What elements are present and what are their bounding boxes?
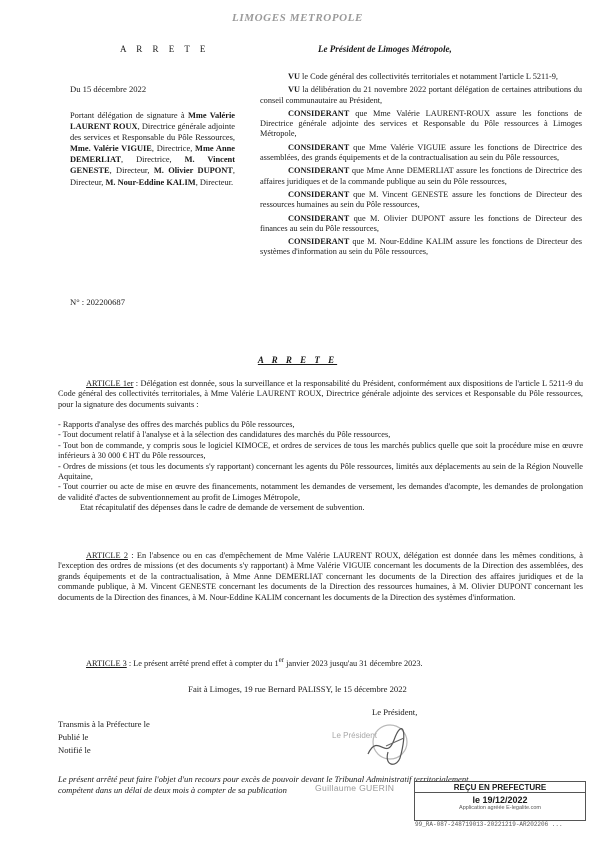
document-header-title: LIMOGES METROPOLE <box>232 12 363 24</box>
stamp-footer: Application agréée E-legalite.com <box>459 805 541 811</box>
transmission-identifier: 99_RA-087-248719013-20221219-AR202206 ... <box>415 821 563 828</box>
decree-subject: Portant délégation de signature à Mme Valérie LAURENT ROUX, Directrice générale adjointe des services et Responsable du Pôle Ressources, Mme. Valérie VIGUIE, Directrice, Mme Anne DEMERLIAT, Directrice, M. Vincent GENESTE, Directeur, M. Olivier DUPONT, Directeur, M. Nour-Eddine KALIM, Directeur. <box>70 111 236 187</box>
decree-date: Du 15 décembre 2022 <box>70 84 147 94</box>
seal-text: Le Président <box>332 731 377 740</box>
list-item: - Ordres de missions (et tous les documents s'y rapportant) concernant les agents du Pôle ressources, limités aux déplacements au sein de la Région Nouvelle Aquitaine, <box>58 461 583 482</box>
preamble <box>260 72 582 261</box>
article-2: ARTICLE 2 : En l'absence ou en cas d'empêchement de Mme Valérie LAURENT ROUX, délégation est donnée dans les mêmes conditions, à l'exception des ordres de missions (et des documents s'y rapportant) à Mme Valérie VIGUIE concernant les documents de la Direction des assemblées, des grands équipements et de la contractualisation, à Mme Anne DEMERLIAT concernant les documents de la Direction des affaires juridiques et de la commande publique, à M. Vincent GENESTE concernant les documents de la Direction des ressources humaines, à M. Olivier DUPONT concernant les documents de la Direction des finances, à M. Nour-Eddine KALIM concernant les documents de la Direction des systèmes d'information. <box>58 551 583 602</box>
stamp-date: le 19/12/2022 <box>472 795 528 805</box>
list-item: - Tout document relatif à l'analyse et à la sélection des candidatures des marchés du Pôle ressources, <box>58 430 391 440</box>
considerant-paragraph: CONSIDERANT que Mme Valérie VIGUIE assure les fonctions de Directrice des assemblées, des grands équipements et de la contractualisation au sein du Pôle ressources, <box>260 142 582 163</box>
list-item: Etat récapitulatif des dépenses dans le cadre de demande de versement de subvention. <box>80 503 365 513</box>
vu-paragraph: VU le Code général des collectivités territoriales et notamment l'article L 5211-9, <box>288 72 558 81</box>
signatory-name: Guillaume GUERIN <box>315 783 395 793</box>
place-and-date: Fait à Limoges, 19 rue Bernard PALISSY, le 15 décembre 2022 <box>188 684 407 694</box>
article-1: ARTICLE 1er : Délégation est donnée, sous la surveillance et la responsabilité du Président, conformément aux dispositions de l'article L 5211-9 du Code général des collectivités territoriales, à Mme Valérie LAURENT ROUX, Directrice générale adjointe des services et Responsable du Pôle ressources, pour la signature des documents suivants : <box>58 379 583 409</box>
appeal-notice: Le présent arrêté peut faire l'objet d'un recours pour excès de pouvoir devant le Tribunal Administratif territorialement compétent dans un délai de deux mois à compter de sa publication <box>58 774 469 795</box>
list-item: - Rapports d'analyse des offres des marchés publics du Pôle ressources, <box>58 420 295 429</box>
stamp-title: REÇU EN PREFECTURE <box>415 782 585 793</box>
list-item: - Tout bon de commande, y compris sous le logiciel KIMOCE, et ordres de services de tous les marchés publics quelle que soit la procédure mise en œuvre inférieurs à 30 000 € HT du Pôle ressources, <box>58 440 583 461</box>
vu-paragraph: VU la délibération du 21 novembre 2022 portant délégation de certaines attributions du conseil communautaire au Président, <box>260 85 582 105</box>
arrete-heading-top: A R R E T E <box>120 44 210 54</box>
arrete-heading-main: A R R E T E <box>257 355 338 365</box>
signatory-title: Le Président, <box>372 707 418 717</box>
considerant-paragraph: CONSIDERANT que Mme Valérie LAURENT-ROUX assure les fonctions de Directrice générale adjointe des services et Responsable du Pôle ressources à Limoges Métropole, <box>260 108 582 139</box>
notifie-label: Notifié le <box>58 745 91 755</box>
decree-reference-number: N° : 202200687 <box>70 297 125 307</box>
transmis-prefecture-label: Transmis à la Préfecture le <box>58 719 150 729</box>
considerant-paragraph: CONSIDERANT que M. Olivier DUPONT assure les fonctions de Directeur des finances au sein du Pôle ressources, <box>260 213 582 233</box>
considerant-paragraph: CONSIDERANT que M. Vincent GENESTE assure les fonctions de Directeur des ressources humaines au sein du Pôle ressources, <box>260 189 582 210</box>
considerant-paragraph: CONSIDERANT que M. Nour-Eddine KALIM assure les fonctions de Directeur des systèmes d'information au sein du Pôle ressources, <box>260 237 582 257</box>
delegated-documents-list <box>58 420 583 514</box>
publie-label: Publié le <box>58 732 89 742</box>
transmission-block <box>58 718 150 757</box>
president-heading: Le Président de Limoges Métropole, <box>318 44 452 54</box>
article-3: ARTICLE 3 : Le présent arrêté prend effet à compter du 1er janvier 2023 jusqu'au 31 décembre 2023. <box>86 657 423 668</box>
list-item: - Tout courrier ou acte de mise en œuvre des financements, notamment les demandes de versement, les demandes d'acompte, les demandes de prolongation de validité d'actes de subventionnement au profit de Limoges Métropole, <box>58 482 583 502</box>
prefecture-receipt-stamp <box>414 781 586 821</box>
considerant-paragraph: CONSIDERANT que Mme Anne DEMERLIAT assure les fonctions de Directrice des affaires juridiques et de la commande publique au sein du Pôle ressources, <box>260 166 582 186</box>
